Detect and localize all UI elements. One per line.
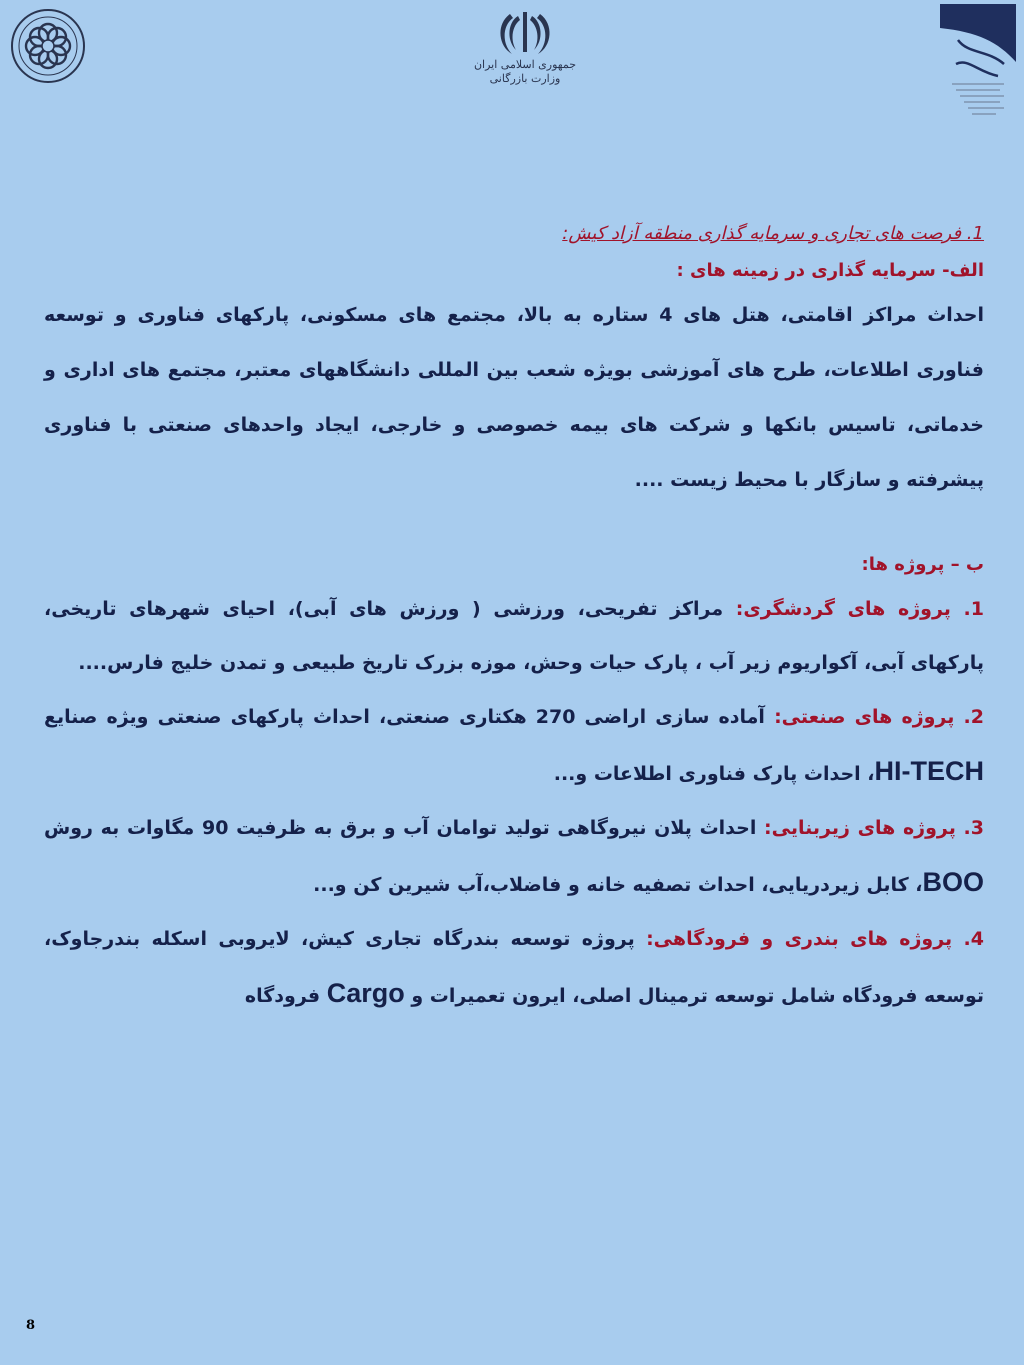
emblem-line-2: وزارت بازرگانی	[489, 72, 561, 85]
project-item-4	[44, 912, 984, 1023]
rosette-icon	[8, 6, 88, 86]
project-item-label: 2. پروژه های صنعتی:	[774, 706, 984, 728]
project-item-tail: ، کابل زیردریایی، احداث تصفیه خانه و فاضلاب،آب شیرین کن و...	[313, 874, 923, 896]
project-item-latin: HI-TECH	[874, 756, 984, 786]
national-plan-logo	[938, 2, 1018, 122]
calligraphy-logo-icon	[938, 2, 1018, 122]
page-number: 8	[26, 1318, 36, 1333]
section-a-body: احداث مراکز اقامتی، هتل های 4 ستاره به بالا، مجتمع های مسکونی، پارکهای فناوری و توسعه فناوری اطلاعات، طرح های آموزشی بویژه شعب بین المللی دانشگاههای معتبر، مجتمع های اداری و خدماتی، تاسیس بانکها و شرکت های بیمه خصوصی و خارجی، ایجاد واحدهای صنعتی با فناوری پیشرفته و سازگار با محیط زیست ....	[44, 304, 984, 491]
project-item-text: احداث پلان نیروگاهی تولید توامان آب و برق به ظرفیت 90 مگاوات به روش	[44, 817, 765, 839]
project-item-text: آماده سازی اراضی 270 هکتاری صنعتی، احداث پارکهای صنعتی ویژه صنایع	[44, 706, 775, 728]
project-item-latin: Cargo	[326, 978, 405, 1008]
project-item-text: مراکز تفریحی، ورزشی ( ورزش های آبی)، احیای شهرهای تاریخی، پارکهای آبی، آکواریوم زیر آب ، پارک حیات وحش، موزه بزرک تاریخ طبیعی و تمدن خلیج فارس....	[44, 598, 984, 674]
emblem-line-1: جمهوری اسلامی ایران	[473, 58, 577, 71]
project-item-2	[44, 690, 984, 801]
main-content	[44, 214, 984, 1023]
section-b-heading: ب – پروژه ها:	[861, 554, 984, 575]
project-item-label: 1. پروژه های گردشگری:	[735, 598, 985, 620]
project-item-latin: BOO	[922, 867, 984, 897]
project-item-tail: ، احداث پارک فناوری اطلاعات و...	[553, 763, 875, 785]
project-item-tail: فرودگاه	[244, 985, 327, 1007]
project-item-1	[44, 582, 984, 690]
emblem-icon	[490, 8, 560, 58]
iran-emblem	[455, 8, 595, 98]
page-header	[0, 0, 1024, 140]
trade-development-logo	[8, 6, 88, 86]
project-item-3	[44, 801, 984, 912]
page-title: 1. فرصت های تجاری و سرمایه گذاری منطقه آزاد کیش:	[562, 223, 984, 244]
section-a-heading: الف- سرمایه گذاری در زمینه های :	[676, 260, 984, 281]
project-item-label: 3. پروژه های زیربنایی:	[764, 817, 984, 839]
project-item-text: پروژه توسعه بندرگاه تجاری کیش، لایروبی اسکله بندرجاوک، توسعه فرودگاه شامل توسعه ترمینال اصلی، ایرون تعمیرات و	[44, 928, 984, 1007]
project-item-label: 4. پروژه های بندری و فرودگاهی:	[646, 928, 984, 950]
